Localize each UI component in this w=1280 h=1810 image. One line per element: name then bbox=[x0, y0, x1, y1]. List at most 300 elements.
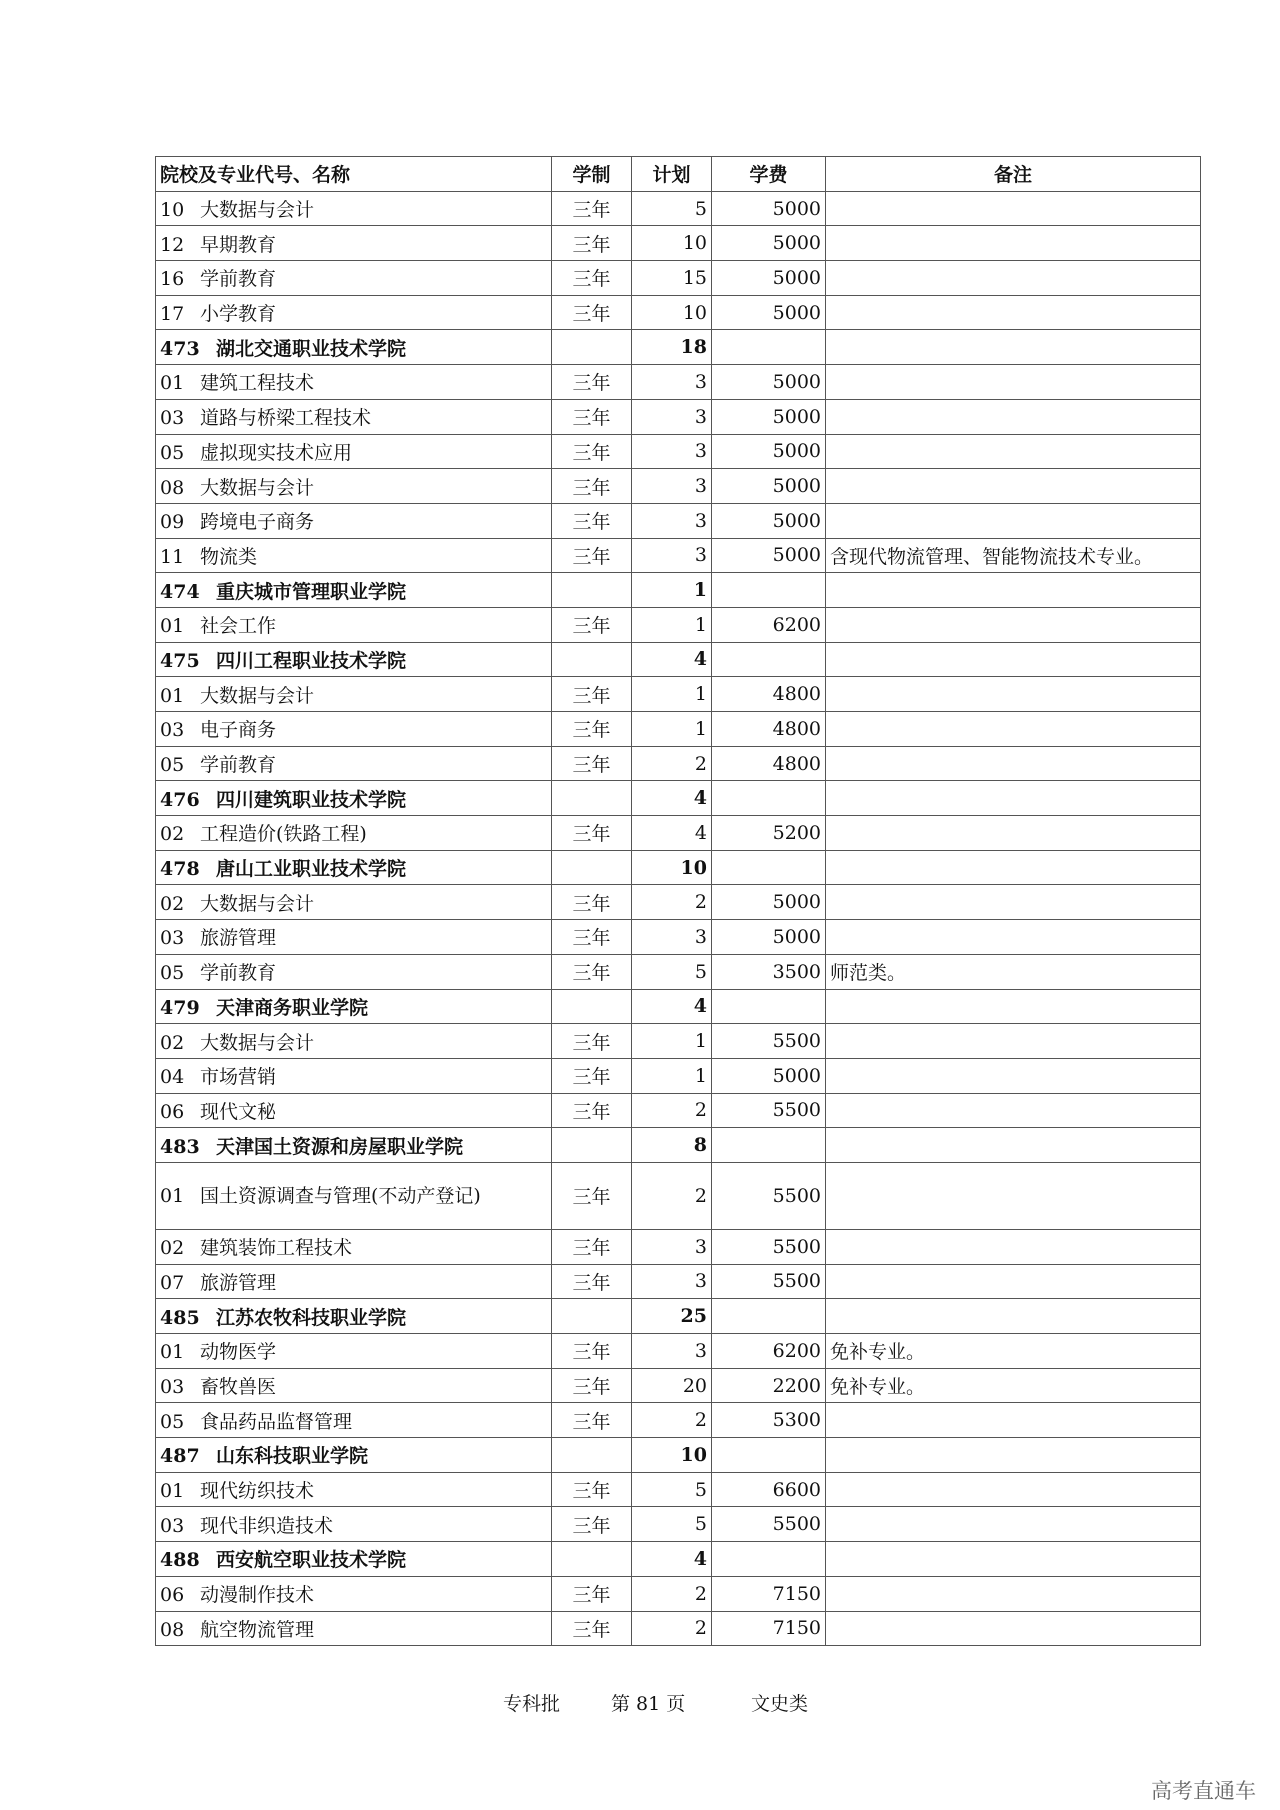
duration-cell: 三年 bbox=[552, 261, 632, 296]
duration-cell: 三年 bbox=[552, 399, 632, 434]
plan-cell: 3 bbox=[632, 399, 712, 434]
plan-cell: 3 bbox=[632, 538, 712, 573]
note-cell bbox=[826, 781, 1201, 816]
major-row bbox=[156, 1507, 1201, 1542]
duration-cell: 三年 bbox=[552, 1507, 632, 1542]
major-row bbox=[156, 1403, 1201, 1438]
school-plan-total: 4 bbox=[632, 989, 712, 1024]
school-row bbox=[156, 989, 1201, 1024]
fee-cell: 6200 bbox=[712, 607, 826, 642]
school-plan-total: 10 bbox=[632, 850, 712, 885]
major-code: 11 bbox=[160, 545, 185, 568]
plan-cell: 10 bbox=[632, 295, 712, 330]
school-row bbox=[156, 850, 1201, 885]
plan-cell: 3 bbox=[632, 469, 712, 504]
major-code: 01 bbox=[160, 615, 185, 638]
duration-cell: 三年 bbox=[552, 885, 632, 920]
note-cell bbox=[826, 816, 1201, 851]
plan-cell: 2 bbox=[632, 1576, 712, 1611]
school-name: 天津国土资源和房屋职业学院 bbox=[216, 1135, 464, 1158]
major-name-cell bbox=[156, 1024, 552, 1059]
major-row bbox=[156, 295, 1201, 330]
fee-cell bbox=[712, 330, 826, 365]
plan-cell: 3 bbox=[632, 920, 712, 955]
major-name-cell bbox=[156, 503, 552, 538]
major-name-cell bbox=[156, 885, 552, 920]
fee-cell: 5200 bbox=[712, 816, 826, 851]
major-name-cell bbox=[156, 1264, 552, 1299]
note-cell bbox=[826, 226, 1201, 261]
major-row bbox=[156, 1229, 1201, 1264]
major-name-cell bbox=[156, 399, 552, 434]
note-cell bbox=[826, 1438, 1201, 1473]
duration-cell: 三年 bbox=[552, 920, 632, 955]
fee-cell: 5000 bbox=[712, 295, 826, 330]
table-header-row bbox=[156, 157, 1201, 192]
school-plan-total: 4 bbox=[632, 642, 712, 677]
school-row bbox=[156, 1438, 1201, 1473]
major-code: 07 bbox=[160, 1271, 185, 1294]
major-name: 国土资源调查与管理(不动产登记) bbox=[200, 1184, 481, 1207]
major-name: 大数据与会计 bbox=[200, 892, 315, 915]
major-row bbox=[156, 816, 1201, 851]
note-cell bbox=[826, 573, 1201, 608]
major-name: 社会工作 bbox=[200, 615, 277, 638]
school-row bbox=[156, 1299, 1201, 1334]
school-plan-total: 1 bbox=[632, 573, 712, 608]
note-cell bbox=[826, 989, 1201, 1024]
note-cell bbox=[826, 191, 1201, 226]
plan-cell: 1 bbox=[632, 677, 712, 712]
duration-cell bbox=[552, 1542, 632, 1577]
duration-cell: 三年 bbox=[552, 434, 632, 469]
plan-cell: 3 bbox=[632, 1334, 712, 1369]
fee-cell: 5000 bbox=[712, 261, 826, 296]
note-cell bbox=[826, 607, 1201, 642]
major-code: 02 bbox=[160, 823, 185, 846]
plan-cell: 2 bbox=[632, 1403, 712, 1438]
duration-cell: 三年 bbox=[552, 1472, 632, 1507]
school-plan-total: 4 bbox=[632, 1542, 712, 1577]
major-name: 旅游管理 bbox=[200, 1271, 277, 1294]
duration-cell: 三年 bbox=[552, 503, 632, 538]
duration-cell: 三年 bbox=[552, 1264, 632, 1299]
school-name-cell bbox=[156, 850, 552, 885]
school-name: 西安航空职业技术学院 bbox=[216, 1549, 407, 1572]
school-plan-total: 8 bbox=[632, 1128, 712, 1163]
school-code: 485 bbox=[160, 1306, 200, 1329]
major-code: 01 bbox=[160, 684, 185, 707]
school-plan-total: 25 bbox=[632, 1299, 712, 1334]
major-name: 物流类 bbox=[200, 545, 258, 568]
fee-cell: 5000 bbox=[712, 191, 826, 226]
major-name: 大数据与会计 bbox=[200, 684, 315, 707]
fee-cell bbox=[712, 642, 826, 677]
school-name-cell bbox=[156, 781, 552, 816]
plan-cell: 3 bbox=[632, 434, 712, 469]
major-code: 17 bbox=[160, 303, 185, 326]
major-row bbox=[156, 1611, 1201, 1646]
school-name-cell bbox=[156, 642, 552, 677]
school-code: 488 bbox=[160, 1549, 200, 1572]
major-name: 学前教育 bbox=[200, 962, 277, 985]
note-cell: 含现代物流管理、智能物流技术专业。 bbox=[826, 538, 1201, 573]
fee-cell: 6600 bbox=[712, 1472, 826, 1507]
fee-cell bbox=[712, 1128, 826, 1163]
major-name: 食品药品监督管理 bbox=[200, 1410, 353, 1433]
plan-cell: 1 bbox=[632, 607, 712, 642]
fee-cell: 5500 bbox=[712, 1264, 826, 1299]
duration-cell: 三年 bbox=[552, 538, 632, 573]
major-name-cell bbox=[156, 261, 552, 296]
school-name-cell bbox=[156, 330, 552, 365]
major-name-cell bbox=[156, 607, 552, 642]
note-cell bbox=[826, 1024, 1201, 1059]
school-row bbox=[156, 642, 1201, 677]
major-name: 大数据与会计 bbox=[200, 476, 315, 499]
fee-cell: 5500 bbox=[712, 1162, 826, 1229]
major-row bbox=[156, 469, 1201, 504]
fee-cell: 7150 bbox=[712, 1611, 826, 1646]
duration-cell: 三年 bbox=[552, 1403, 632, 1438]
major-name-cell bbox=[156, 1403, 552, 1438]
duration-cell: 三年 bbox=[552, 226, 632, 261]
major-code: 06 bbox=[160, 1100, 185, 1123]
major-code: 10 bbox=[160, 199, 185, 222]
major-name-cell bbox=[156, 920, 552, 955]
note-cell bbox=[826, 1472, 1201, 1507]
note-cell bbox=[826, 1542, 1201, 1577]
major-name: 畜牧兽医 bbox=[200, 1376, 277, 1399]
admission-plan-table bbox=[155, 156, 1201, 1646]
duration-cell: 三年 bbox=[552, 1229, 632, 1264]
major-row bbox=[156, 1472, 1201, 1507]
major-code: 01 bbox=[160, 372, 185, 395]
school-code: 473 bbox=[160, 337, 200, 360]
note-cell bbox=[826, 503, 1201, 538]
school-code: 483 bbox=[160, 1135, 200, 1158]
major-name: 大数据与会计 bbox=[200, 1031, 315, 1054]
school-row bbox=[156, 781, 1201, 816]
note-cell bbox=[826, 1507, 1201, 1542]
fee-cell: 5000 bbox=[712, 365, 826, 400]
major-code: 01 bbox=[160, 1341, 185, 1364]
plan-cell: 3 bbox=[632, 503, 712, 538]
school-name-cell bbox=[156, 1542, 552, 1577]
school-name: 山东科技职业学院 bbox=[216, 1445, 369, 1468]
major-name-cell bbox=[156, 1368, 552, 1403]
header-name: 院校及专业代号、名称 bbox=[156, 157, 552, 192]
major-name: 现代文秘 bbox=[200, 1100, 277, 1123]
school-row bbox=[156, 1128, 1201, 1163]
school-name-cell bbox=[156, 989, 552, 1024]
major-code: 03 bbox=[160, 719, 185, 742]
duration-cell: 三年 bbox=[552, 746, 632, 781]
note-cell bbox=[826, 1058, 1201, 1093]
duration-cell bbox=[552, 573, 632, 608]
fee-cell: 5000 bbox=[712, 920, 826, 955]
major-name: 建筑装饰工程技术 bbox=[200, 1237, 353, 1260]
fee-cell: 5000 bbox=[712, 885, 826, 920]
plan-cell: 3 bbox=[632, 1229, 712, 1264]
school-code: 476 bbox=[160, 788, 200, 811]
school-row bbox=[156, 573, 1201, 608]
major-code: 02 bbox=[160, 892, 185, 915]
note-cell bbox=[826, 1611, 1201, 1646]
school-name: 天津商务职业学院 bbox=[216, 996, 369, 1019]
major-name-cell bbox=[156, 191, 552, 226]
school-name-cell bbox=[156, 1128, 552, 1163]
major-name: 动物医学 bbox=[200, 1341, 277, 1364]
note-cell bbox=[826, 1229, 1201, 1264]
fee-cell: 5000 bbox=[712, 538, 826, 573]
note-cell bbox=[826, 1128, 1201, 1163]
duration-cell bbox=[552, 642, 632, 677]
major-row bbox=[156, 1093, 1201, 1128]
school-name: 江苏农牧科技职业学院 bbox=[216, 1306, 407, 1329]
fee-cell bbox=[712, 850, 826, 885]
fee-cell: 6200 bbox=[712, 1334, 826, 1369]
plan-cell: 20 bbox=[632, 1368, 712, 1403]
header-plan: 计划 bbox=[632, 157, 712, 192]
note-cell bbox=[826, 261, 1201, 296]
major-name-cell bbox=[156, 677, 552, 712]
plan-cell: 2 bbox=[632, 885, 712, 920]
major-code: 05 bbox=[160, 962, 185, 985]
major-name-cell bbox=[156, 226, 552, 261]
school-name-cell bbox=[156, 1438, 552, 1473]
fee-cell: 5300 bbox=[712, 1403, 826, 1438]
major-code: 04 bbox=[160, 1066, 185, 1089]
major-row bbox=[156, 885, 1201, 920]
major-name: 电子商务 bbox=[200, 719, 277, 742]
duration-cell: 三年 bbox=[552, 1162, 632, 1229]
note-cell: 免补专业。 bbox=[826, 1334, 1201, 1369]
note-cell bbox=[826, 1162, 1201, 1229]
plan-cell: 2 bbox=[632, 746, 712, 781]
major-code: 03 bbox=[160, 1514, 185, 1537]
major-name-cell bbox=[156, 1507, 552, 1542]
plan-cell: 5 bbox=[632, 191, 712, 226]
major-name-cell bbox=[156, 538, 552, 573]
major-code: 16 bbox=[160, 268, 185, 291]
duration-cell: 三年 bbox=[552, 1576, 632, 1611]
fee-cell: 4800 bbox=[712, 746, 826, 781]
plan-cell: 10 bbox=[632, 226, 712, 261]
note-cell bbox=[826, 712, 1201, 747]
footer-category: 文史类 bbox=[751, 1693, 809, 1715]
footer-batch: 专科批 bbox=[503, 1693, 561, 1715]
plan-cell: 5 bbox=[632, 1507, 712, 1542]
duration-cell bbox=[552, 989, 632, 1024]
major-code: 06 bbox=[160, 1584, 185, 1607]
plan-cell: 2 bbox=[632, 1162, 712, 1229]
header-note: 备注 bbox=[826, 157, 1201, 192]
school-code: 479 bbox=[160, 996, 200, 1019]
fee-cell: 5500 bbox=[712, 1024, 826, 1059]
major-name-cell bbox=[156, 469, 552, 504]
school-name-cell bbox=[156, 573, 552, 608]
major-row bbox=[156, 1368, 1201, 1403]
duration-cell: 三年 bbox=[552, 191, 632, 226]
fee-cell: 4800 bbox=[712, 677, 826, 712]
major-name-cell bbox=[156, 746, 552, 781]
note-cell bbox=[826, 850, 1201, 885]
major-row bbox=[156, 712, 1201, 747]
major-row bbox=[156, 191, 1201, 226]
major-row bbox=[156, 538, 1201, 573]
major-code: 01 bbox=[160, 1184, 185, 1207]
major-name-cell bbox=[156, 295, 552, 330]
major-row bbox=[156, 607, 1201, 642]
plan-cell: 1 bbox=[632, 1024, 712, 1059]
note-cell bbox=[826, 677, 1201, 712]
fee-cell: 5500 bbox=[712, 1507, 826, 1542]
major-name: 建筑工程技术 bbox=[200, 372, 315, 395]
major-row bbox=[156, 1264, 1201, 1299]
school-row bbox=[156, 1542, 1201, 1577]
duration-cell: 三年 bbox=[552, 954, 632, 989]
footer-page-number: 第 81 页 bbox=[611, 1693, 686, 1715]
school-name: 四川工程职业技术学院 bbox=[216, 649, 407, 672]
duration-cell: 三年 bbox=[552, 365, 632, 400]
major-name-cell bbox=[156, 1162, 552, 1229]
fee-cell bbox=[712, 573, 826, 608]
major-row bbox=[156, 399, 1201, 434]
duration-cell: 三年 bbox=[552, 816, 632, 851]
fee-cell: 3500 bbox=[712, 954, 826, 989]
major-code: 09 bbox=[160, 511, 185, 534]
note-cell bbox=[826, 399, 1201, 434]
major-code: 12 bbox=[160, 233, 185, 256]
duration-cell: 三年 bbox=[552, 677, 632, 712]
note-cell: 师范类。 bbox=[826, 954, 1201, 989]
major-code: 03 bbox=[160, 407, 185, 430]
major-name-cell bbox=[156, 712, 552, 747]
major-name: 跨境电子商务 bbox=[200, 511, 315, 534]
major-row bbox=[156, 1334, 1201, 1369]
note-cell bbox=[826, 1299, 1201, 1334]
school-code: 478 bbox=[160, 858, 200, 881]
school-code: 474 bbox=[160, 580, 200, 603]
major-name-cell bbox=[156, 816, 552, 851]
plan-cell: 1 bbox=[632, 712, 712, 747]
header-fee: 学费 bbox=[712, 157, 826, 192]
duration-cell: 三年 bbox=[552, 712, 632, 747]
major-name: 大数据与会计 bbox=[200, 199, 315, 222]
note-cell bbox=[826, 1403, 1201, 1438]
note-cell bbox=[826, 1093, 1201, 1128]
major-name: 动漫制作技术 bbox=[200, 1584, 315, 1607]
major-name-cell bbox=[156, 365, 552, 400]
duration-cell: 三年 bbox=[552, 1093, 632, 1128]
school-name-cell bbox=[156, 1299, 552, 1334]
fee-cell: 5000 bbox=[712, 503, 826, 538]
fee-cell: 5000 bbox=[712, 434, 826, 469]
major-name-cell bbox=[156, 1334, 552, 1369]
major-name-cell bbox=[156, 954, 552, 989]
major-name: 早期教育 bbox=[200, 233, 277, 256]
fee-cell: 4800 bbox=[712, 712, 826, 747]
major-row bbox=[156, 1058, 1201, 1093]
major-name: 道路与桥梁工程技术 bbox=[200, 407, 372, 430]
school-name: 湖北交通职业技术学院 bbox=[216, 337, 407, 360]
major-name: 虚拟现实技术应用 bbox=[200, 441, 353, 464]
major-row bbox=[156, 434, 1201, 469]
note-cell bbox=[826, 330, 1201, 365]
major-code: 05 bbox=[160, 754, 185, 777]
plan-cell: 5 bbox=[632, 954, 712, 989]
major-row bbox=[156, 1576, 1201, 1611]
duration-cell: 三年 bbox=[552, 295, 632, 330]
major-code: 03 bbox=[160, 1376, 185, 1399]
plan-cell: 3 bbox=[632, 365, 712, 400]
note-cell: 免补专业。 bbox=[826, 1368, 1201, 1403]
plan-cell: 2 bbox=[632, 1611, 712, 1646]
note-cell bbox=[826, 642, 1201, 677]
major-code: 02 bbox=[160, 1237, 185, 1260]
fee-cell: 5000 bbox=[712, 399, 826, 434]
major-code: 08 bbox=[160, 1618, 185, 1641]
fee-cell: 5500 bbox=[712, 1229, 826, 1264]
major-code: 05 bbox=[160, 441, 185, 464]
major-row bbox=[156, 226, 1201, 261]
duration-cell: 三年 bbox=[552, 1024, 632, 1059]
note-cell bbox=[826, 434, 1201, 469]
school-name: 四川建筑职业技术学院 bbox=[216, 788, 407, 811]
school-row bbox=[156, 330, 1201, 365]
fee-cell bbox=[712, 1299, 826, 1334]
note-cell bbox=[826, 885, 1201, 920]
major-row bbox=[156, 503, 1201, 538]
major-name-cell bbox=[156, 434, 552, 469]
note-cell bbox=[826, 920, 1201, 955]
note-cell bbox=[826, 746, 1201, 781]
duration-cell bbox=[552, 1128, 632, 1163]
major-name: 小学教育 bbox=[200, 303, 277, 326]
fee-cell: 7150 bbox=[712, 1576, 826, 1611]
school-plan-total: 4 bbox=[632, 781, 712, 816]
major-code: 02 bbox=[160, 1031, 185, 1054]
major-code: 08 bbox=[160, 476, 185, 499]
fee-cell: 2200 bbox=[712, 1368, 826, 1403]
major-name-cell bbox=[156, 1472, 552, 1507]
major-name-cell bbox=[156, 1611, 552, 1646]
major-code: 05 bbox=[160, 1410, 185, 1433]
major-code: 03 bbox=[160, 927, 185, 950]
major-name: 航空物流管理 bbox=[200, 1618, 315, 1641]
fee-cell: 5000 bbox=[712, 469, 826, 504]
plan-cell: 1 bbox=[632, 1058, 712, 1093]
note-cell bbox=[826, 295, 1201, 330]
note-cell bbox=[826, 1576, 1201, 1611]
major-row bbox=[156, 746, 1201, 781]
duration-cell bbox=[552, 330, 632, 365]
major-name: 现代非织造技术 bbox=[200, 1514, 334, 1537]
school-name: 唐山工业职业技术学院 bbox=[216, 858, 407, 881]
major-name-cell bbox=[156, 1058, 552, 1093]
fee-cell bbox=[712, 1438, 826, 1473]
watermark: 高考直通车 bbox=[1151, 1779, 1256, 1803]
plan-cell: 15 bbox=[632, 261, 712, 296]
duration-cell: 三年 bbox=[552, 1368, 632, 1403]
fee-cell: 5500 bbox=[712, 1093, 826, 1128]
note-cell bbox=[826, 469, 1201, 504]
duration-cell: 三年 bbox=[552, 1611, 632, 1646]
major-name: 工程造价(铁路工程) bbox=[200, 823, 367, 846]
major-name: 学前教育 bbox=[200, 268, 277, 291]
plan-cell: 4 bbox=[632, 816, 712, 851]
